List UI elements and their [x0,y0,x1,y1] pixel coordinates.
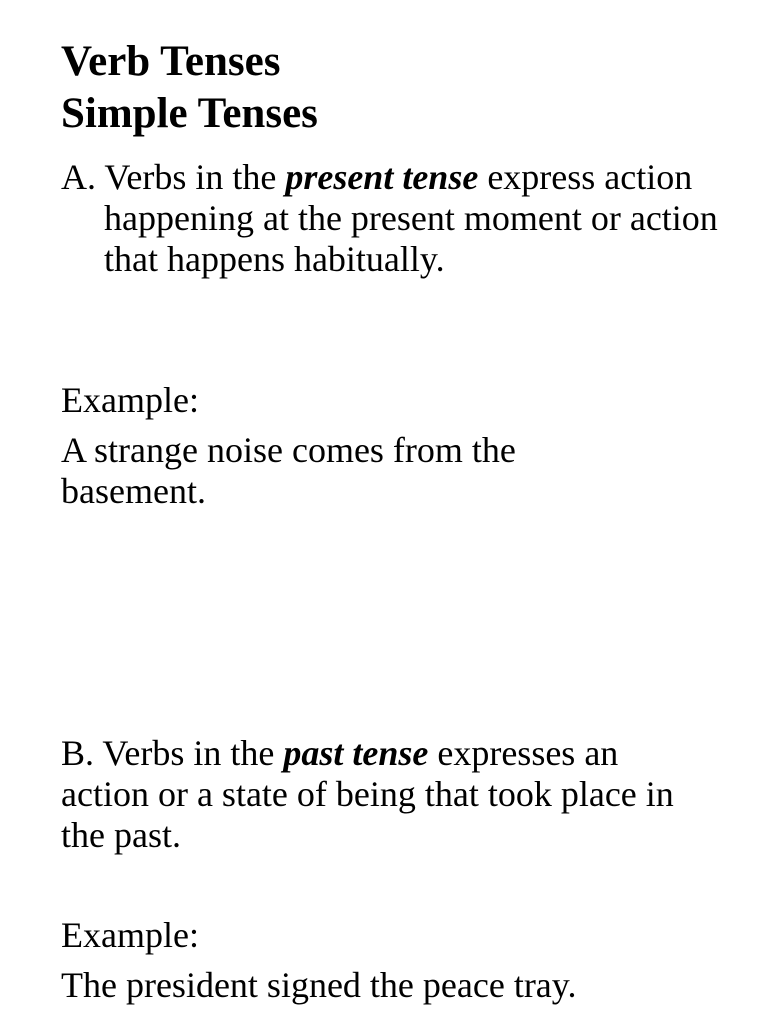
section-b-definition [61,733,701,856]
section-b-example-sentence: The president signed the peace tray. [61,965,577,1005]
section-a-example-sentence: A strange noise comes from the basement. [61,430,516,511]
page-subtitle: Simple Tenses [61,90,318,137]
section-b-lead: Verbs in the [102,733,275,773]
section-a-term: present tense [285,157,479,197]
section-a-rest: express action happening at the present moment or action that happens habitually. [104,157,718,279]
section-a-definition [61,157,764,280]
section-b-rest: expresses an action or a state of being that took place in the past. [61,733,674,855]
section-b-term: past tense [283,733,429,773]
section-a-marker: A. [61,157,96,197]
section-b-marker: B. [61,733,95,773]
page-title: Verb Tenses [61,38,281,85]
section-a-lead: Verbs in the [104,157,277,197]
section-a-example-label: Example: [61,380,199,420]
section-b-example-label: Example: [61,915,199,955]
